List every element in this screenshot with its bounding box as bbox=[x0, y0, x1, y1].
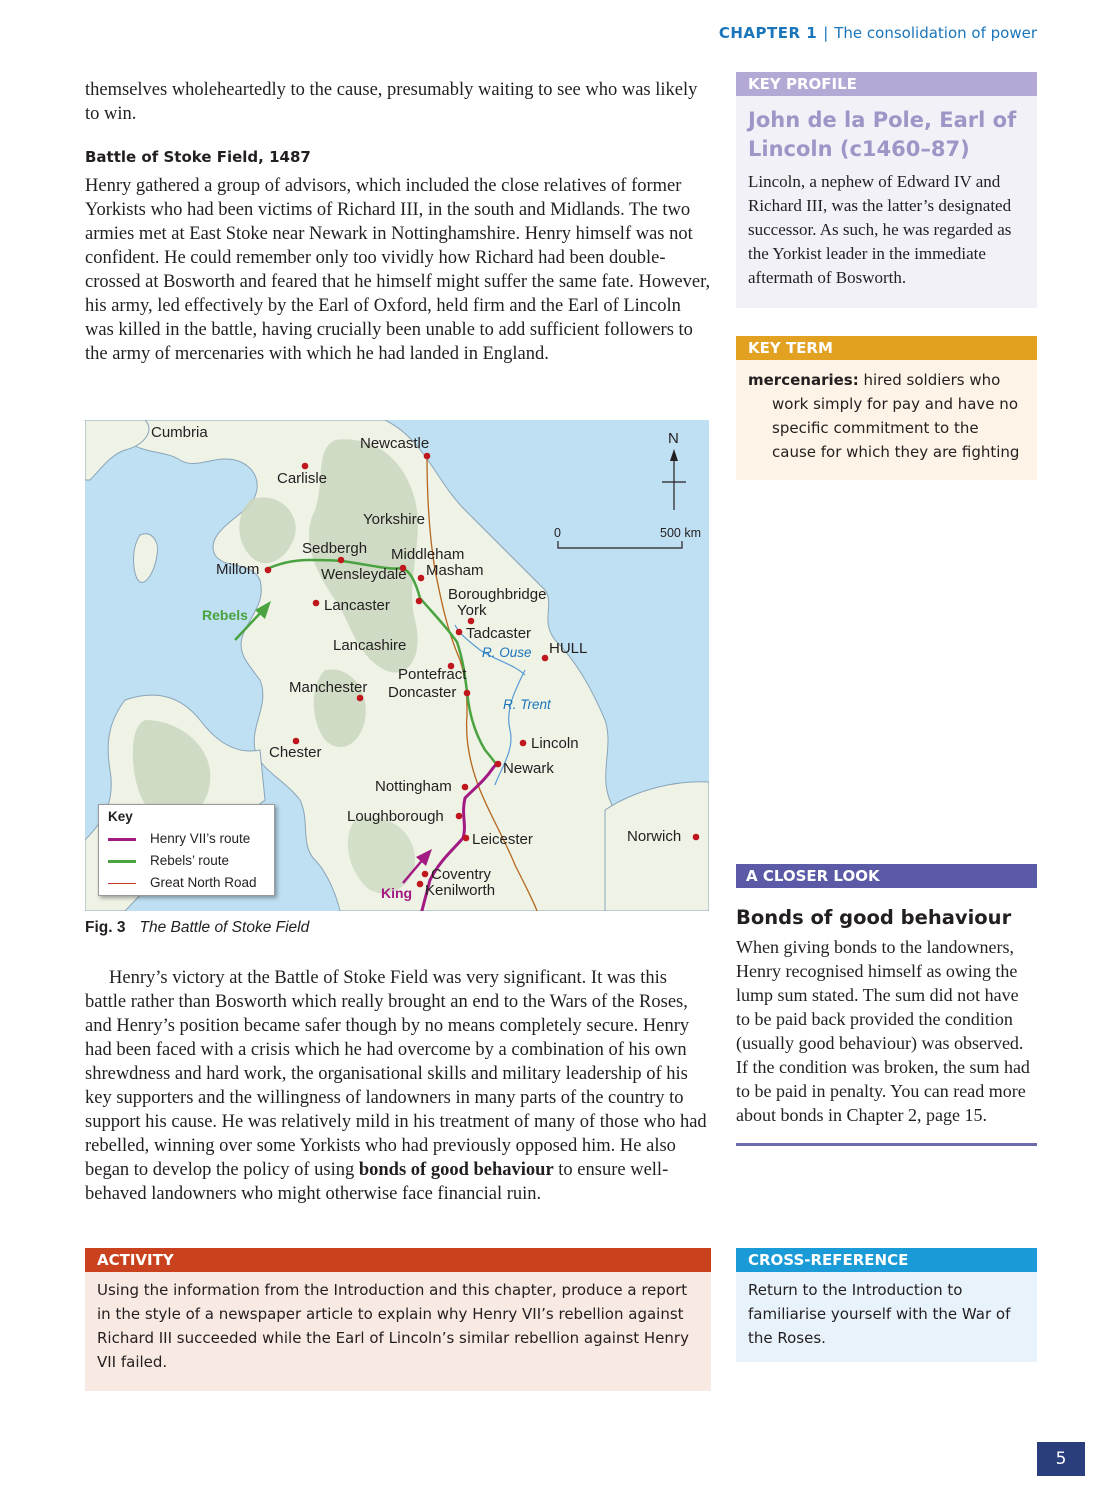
key-profile-label: KEY PROFILE bbox=[736, 72, 1037, 96]
label-middleham: Middleham bbox=[391, 546, 465, 563]
compass-arrow bbox=[670, 449, 678, 461]
key-profile-box bbox=[736, 72, 1037, 308]
key-profile-title: John de la Pole, Earl of Lincoln (c1460–87) bbox=[748, 108, 1017, 161]
cross-reference-body: Return to the Introduction to familiarise yourself with the War of the Roses. bbox=[748, 1281, 1011, 1347]
key-term-label: KEY TERM bbox=[736, 336, 1037, 360]
battle-map bbox=[85, 420, 709, 911]
key-label-henry: Henry VII’s route bbox=[150, 831, 251, 846]
label-manchester: Manchester bbox=[289, 679, 368, 696]
swatch-road bbox=[108, 883, 136, 884]
victory-text-end: to ensure well-behaved landowners who might otherwise face financial ruin. bbox=[85, 1160, 669, 1204]
closer-look-rule bbox=[736, 1143, 1037, 1146]
dot-hull bbox=[542, 655, 549, 662]
key-term-box bbox=[736, 336, 1037, 480]
dot-newark bbox=[495, 761, 502, 768]
key-term-def-rest: work simply for pay and have no specific commitment to the cause for which they are fighting bbox=[772, 395, 1020, 461]
dot-tadcaster bbox=[456, 629, 463, 636]
victory-paragraph bbox=[85, 966, 711, 1206]
dot-lincoln bbox=[520, 740, 527, 747]
figure-number: Fig. 3 bbox=[85, 919, 126, 936]
label-scale-end: 500 km bbox=[660, 526, 701, 540]
dot-loughborough bbox=[456, 813, 463, 820]
map-key bbox=[98, 804, 275, 896]
isle-of-man bbox=[134, 534, 158, 583]
dot-newcastle bbox=[424, 453, 431, 460]
label-millom: Millom bbox=[216, 561, 260, 578]
dot-carlisle bbox=[302, 463, 309, 470]
closer-look-title: Bonds of good behaviour bbox=[736, 906, 1012, 929]
label-carlisle: Carlisle bbox=[277, 470, 328, 487]
label-doncaster: Doncaster bbox=[388, 684, 457, 701]
swatch-rebels bbox=[108, 860, 136, 863]
closer-look-box bbox=[736, 864, 1037, 1146]
swatch-henry bbox=[108, 838, 136, 841]
key-title: Key bbox=[108, 809, 133, 824]
label-nottingham: Nottingham bbox=[375, 778, 452, 795]
page-number: 5 bbox=[1037, 1442, 1085, 1476]
key-item-henry bbox=[108, 831, 250, 846]
label-scale-start: 0 bbox=[554, 526, 561, 540]
dot-lancaster bbox=[313, 600, 320, 607]
label-leicester: Leicester bbox=[472, 831, 533, 848]
activity-body: Using the information from the Introduction and this chapter, produce a report in the style of a newspaper article to explain why Henry VII’s rebellion against Richard III succeeded while the Earl of Lincoln’s similar rebellion against Henry VII failed. bbox=[97, 1281, 689, 1371]
label-cumbria: Cumbria bbox=[151, 424, 208, 441]
figure-title: The Battle of Stoke Field bbox=[139, 919, 310, 936]
battle-paragraph: Henry gathered a group of advisors, which included the close relatives of former Yorkists who had been victims of Richard III, in the south and Midlands. The two armies met at East Stoke near Newark in Nottinghamshire. Henry himself was not confident. He could remember only too vividly how Richard had been double-crossed at Bosworth and feared that he himself might suffer the same fate. However, his army, led effectively by the Earl of Oxford, held firm and the Earl of Lincoln was killed in the battle, having crucially been unable to add sufficient followers to the army of mercenaries with which he had landed in England. bbox=[85, 176, 711, 364]
label-river-ouse: R. Ouse bbox=[482, 645, 532, 660]
dot-nottingham bbox=[462, 784, 469, 791]
norfolk-landmass bbox=[605, 782, 709, 911]
key-label-rebels: Rebels’ route bbox=[150, 853, 230, 868]
label-loughborough: Loughborough bbox=[347, 808, 444, 825]
label-lancashire: Lancashire bbox=[333, 637, 407, 654]
closer-look-label: A CLOSER LOOK bbox=[736, 864, 1037, 888]
running-header bbox=[719, 24, 1037, 42]
label-lincoln: Lincoln bbox=[531, 735, 579, 752]
label-kenilworth: Kenilworth bbox=[425, 882, 496, 899]
key-term-body bbox=[736, 360, 1037, 468]
label-newark: Newark bbox=[503, 760, 554, 777]
key-item-rebels bbox=[108, 853, 229, 868]
key-term-word: mercenaries: bbox=[748, 371, 859, 389]
dot-boroughbridge bbox=[416, 598, 423, 605]
label-masham: Masham bbox=[426, 562, 484, 579]
label-sedbergh: Sedbergh bbox=[302, 540, 368, 557]
label-lancaster: Lancaster bbox=[324, 597, 390, 614]
activity-box bbox=[85, 1248, 711, 1391]
key-label-road: Great North Road bbox=[150, 875, 257, 890]
closer-look-body: When giving bonds to the landowners, Henry recognised himself as owing the lump sum stated. The sum did not have to be paid back provided the condition (usually good behaviour) was observed. If the condition was broken, the sum had to be paid in penalty. You can read more about bonds in Chapter 2, page 15. bbox=[736, 937, 1030, 1125]
header-separator: | bbox=[823, 24, 829, 42]
chapter-number: CHAPTER 1 bbox=[718, 24, 818, 42]
dot-millom bbox=[265, 567, 272, 574]
dot-masham bbox=[418, 575, 425, 582]
dot-sedbergh bbox=[338, 557, 345, 564]
dot-coventry bbox=[422, 871, 429, 878]
dot-kenilworth bbox=[417, 881, 424, 888]
dot-leicester bbox=[463, 835, 470, 842]
label-boroughbridge: Boroughbridge bbox=[448, 586, 547, 603]
key-item-road bbox=[108, 875, 257, 890]
label-king: King bbox=[381, 885, 413, 901]
activity-label: ACTIVITY bbox=[85, 1248, 711, 1272]
label-rebels: Rebels bbox=[202, 607, 248, 623]
label-newcastle: Newcastle bbox=[360, 435, 430, 452]
chapter-title: The consolidation of power bbox=[834, 24, 1037, 42]
label-hull: HULL bbox=[549, 640, 588, 657]
scale-bar bbox=[558, 541, 682, 548]
section-heading: Battle of Stoke Field, 1487 bbox=[85, 148, 311, 166]
key-profile-body: Lincoln, a nephew of Edward IV and Richard III, was the latter’s designated successor. As such, he was regarded as the Yorkist leader in the immediate aftermath of Bosworth. bbox=[748, 172, 1012, 287]
label-york: York bbox=[457, 602, 487, 619]
label-chester: Chester bbox=[269, 744, 322, 761]
key-term-def-first: hired soldiers who bbox=[863, 371, 1001, 389]
label-yorkshire: Yorkshire bbox=[363, 511, 425, 528]
label-norwich: Norwich bbox=[627, 828, 682, 845]
scotland-landmass bbox=[85, 420, 149, 480]
intro-paragraph: themselves wholeheartedly to the cause, presumably waiting to see who was likely to win. bbox=[85, 80, 698, 124]
victory-text: Henry’s victory at the Battle of Stoke Field was very significant. It was this battle rather than Bosworth which really brought an end to the Wars of the Roses, and Henry’s position became safer though by no means completely secure. Henry had been faced with a crisis which he had overcome by a combination of his own shrewdness and hard work, the organisational skills and military leadership of his key supporters and the willingness of landowners in many parts of the country to support his cause. He was relatively mild in his treatment of many of those who had rebelled, winning over some Yorkists who had previously opposed him. He also began to develop the policy of using bbox=[85, 968, 707, 1180]
label-pontefract: Pontefract bbox=[398, 666, 467, 683]
label-coventry: Coventry bbox=[431, 866, 492, 883]
label-compass-n: N bbox=[668, 430, 679, 447]
label-river-trent: R. Trent bbox=[503, 697, 551, 712]
dot-doncaster bbox=[464, 690, 471, 697]
bonds-term: bonds of good behaviour bbox=[358, 1160, 554, 1180]
cross-reference-box bbox=[736, 1248, 1037, 1362]
figure-caption bbox=[85, 919, 309, 937]
label-tadcaster: Tadcaster bbox=[466, 625, 532, 642]
dot-norwich bbox=[693, 834, 700, 841]
label-wensleydale: Wensleydale bbox=[321, 566, 407, 583]
cross-reference-label: CROSS-REFERENCE bbox=[736, 1248, 1037, 1272]
